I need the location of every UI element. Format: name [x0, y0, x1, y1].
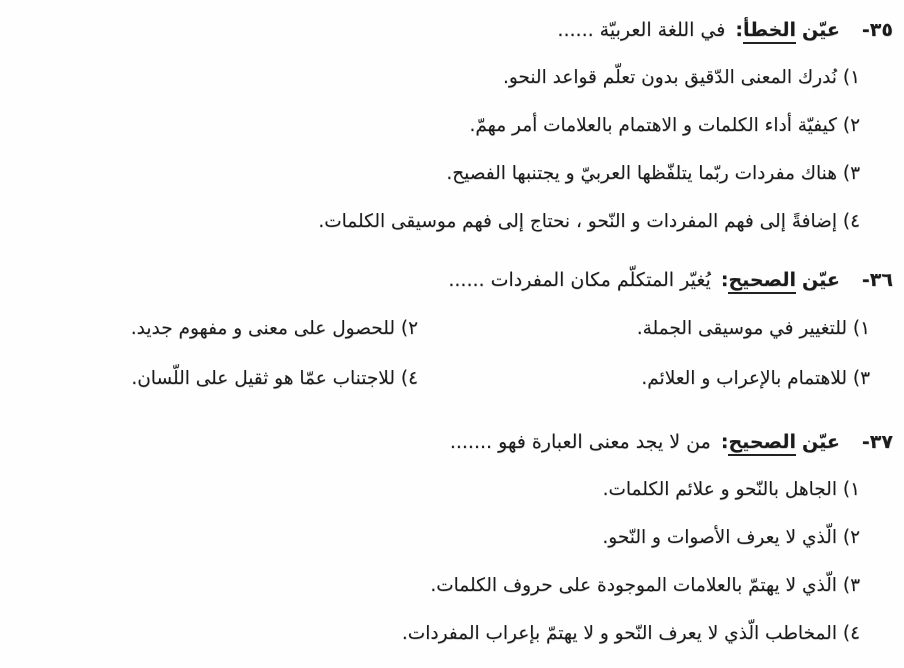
question-37-option-2: ٢) الّذي لا يعرف الأصوات و النّحو. [602, 527, 860, 548]
question-37-lead: عيّن [802, 431, 840, 453]
question-37-keyword: الصحيح [728, 431, 796, 456]
question-36-option-2: ٢) للحصول على معنى و مفهوم جديد. [130, 318, 418, 339]
question-36-number: ٣٦- [861, 269, 893, 291]
question-36-colon: : [720, 269, 729, 291]
question-35-colon: : [735, 19, 743, 41]
question-35-option-2: ٢) كيفيّة أداء الكلمات و الاهتمام بالعلامات أمر مهمّ. [469, 115, 860, 136]
question-35-option-3: ٣) هناك مفردات ربّما يتلفّظها العربيّ و يجتنبها الفصيح. [446, 163, 860, 184]
question-35-number: ٣٥- [861, 19, 893, 41]
question-35-stem: في اللغة العربيّة ...... [557, 19, 726, 41]
question-35-keyword: الخطأ [743, 19, 796, 44]
question-35 [0, 6, 904, 246]
question-37 [0, 418, 904, 658]
question-37-header [0, 418, 904, 466]
question-36-option-1: ١) للتغيير في موسيقى الجملة. [636, 318, 870, 339]
question-37-stem: من لا يجد معنى العبارة فهو ....... [449, 431, 711, 453]
question-36 [0, 256, 904, 404]
question-35-option-1: ١) نُدرك المعنى الدّقيق بدون تعلّم قواعد النحو. [502, 67, 860, 88]
question-36-keyword: الصحيح [728, 269, 796, 294]
question-36-stem: يُغيّر المتكلّم مكان المفردات ...... [448, 269, 711, 291]
question-37-option-1: ١) الجاهل بالنّحو و علائم الكلمات. [602, 479, 860, 500]
question-35-option-4: ٤) إضافةً إلى فهم المفردات و النّحو ، نحتاج إلى فهم موسيقى الكلمات. [318, 211, 860, 232]
question-36-lead: عيّن [802, 269, 840, 291]
question-36-option-4: ٤) للاجتناب عمّا هو ثقيل على اللّسان. [131, 368, 418, 389]
question-36-options-grid [0, 304, 904, 404]
question-36-option-3: ٣) للاهتمام بالإعراب و العلائم. [641, 368, 870, 389]
question-37-number: ٣٧- [861, 431, 893, 453]
question-35-lead: عيّن [802, 19, 840, 41]
question-37-option-4: ٤) المخاطب الّذي لا يعرف النّحو و لا يهتمّ بإعراب المفردات. [401, 623, 860, 644]
question-35-header [0, 6, 904, 54]
question-37-colon: : [720, 431, 729, 453]
question-37-option-3: ٣) الّذي لا يهتمّ بالعلامات الموجودة على حروف الكلمات. [430, 575, 860, 596]
question-36-header [0, 256, 904, 304]
